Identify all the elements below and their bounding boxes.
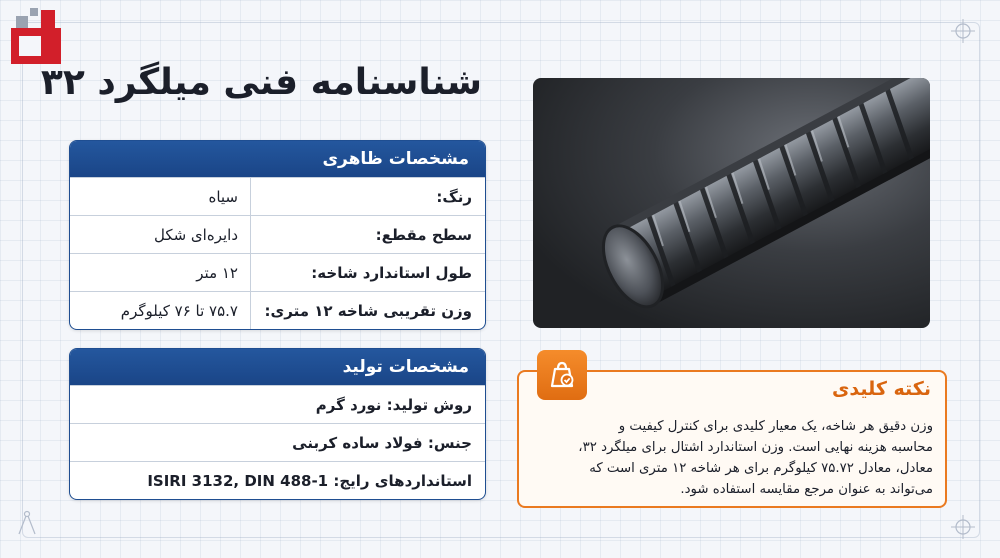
note-line: محاسبه هزینه نهایی است. وزن استاندارد اشتال برای میلگرد ۳۲، [578, 440, 933, 455]
row-label: وزن تقریبی شاخه ۱۲ متری: [250, 292, 485, 329]
row-label: رنگ: [250, 178, 485, 215]
row-value: دایره‌ای شکل [153, 225, 238, 244]
page-title: شناسنامه فنی میلگرد ۳۲ [40, 62, 482, 103]
table-row [70, 177, 485, 215]
table-row [70, 291, 485, 329]
table-row [70, 253, 485, 291]
compass-icon [14, 510, 40, 536]
rebar-illustration [533, 78, 930, 328]
row-value: سیاه [208, 187, 238, 206]
row-label: سطح مقطع: [250, 216, 485, 253]
row-text: استانداردهای رایج: ISIRI 3132, DIN 488-1 [147, 471, 472, 490]
table-row [70, 423, 485, 461]
rebar-photo [533, 78, 930, 328]
table-row [70, 461, 485, 499]
bag-check-icon [537, 350, 587, 400]
note-line: معادل، معادل ۷۵.۷۲ کیلوگرم برای هر شاخه ۱۲ متری است که [589, 461, 933, 476]
row-text: روش تولید: نورد گرم [315, 395, 472, 414]
note-line: می‌تواند به عنوان مرجع مقایسه استفاده شود. [680, 482, 933, 497]
table-row [70, 385, 485, 423]
appearance-spec-table [69, 140, 486, 330]
note-title: نکته کلیدی [831, 378, 931, 400]
table-row [70, 215, 485, 253]
note-line: وزن دقیق هر شاخه، یک معیار کلیدی برای کنترل کیفیت و [618, 419, 933, 434]
note-body [529, 416, 933, 500]
row-value: ۷۵.۷ تا ۷۶ کیلوگرم [120, 301, 238, 320]
key-note-box [517, 370, 947, 508]
row-text: جنس: فولاد ساده کربنی [292, 433, 472, 452]
appearance-heading: مشخصات ظاهری [70, 141, 485, 177]
production-spec-table [69, 348, 486, 500]
production-heading: مشخصات تولید [70, 349, 485, 385]
crosshair-icon [950, 514, 976, 540]
row-label: طول استاندارد شاخه: [250, 254, 485, 291]
crosshair-icon [950, 18, 976, 44]
red-square-logo-icon [8, 6, 64, 68]
row-value: ۱۲ متر [196, 263, 238, 282]
